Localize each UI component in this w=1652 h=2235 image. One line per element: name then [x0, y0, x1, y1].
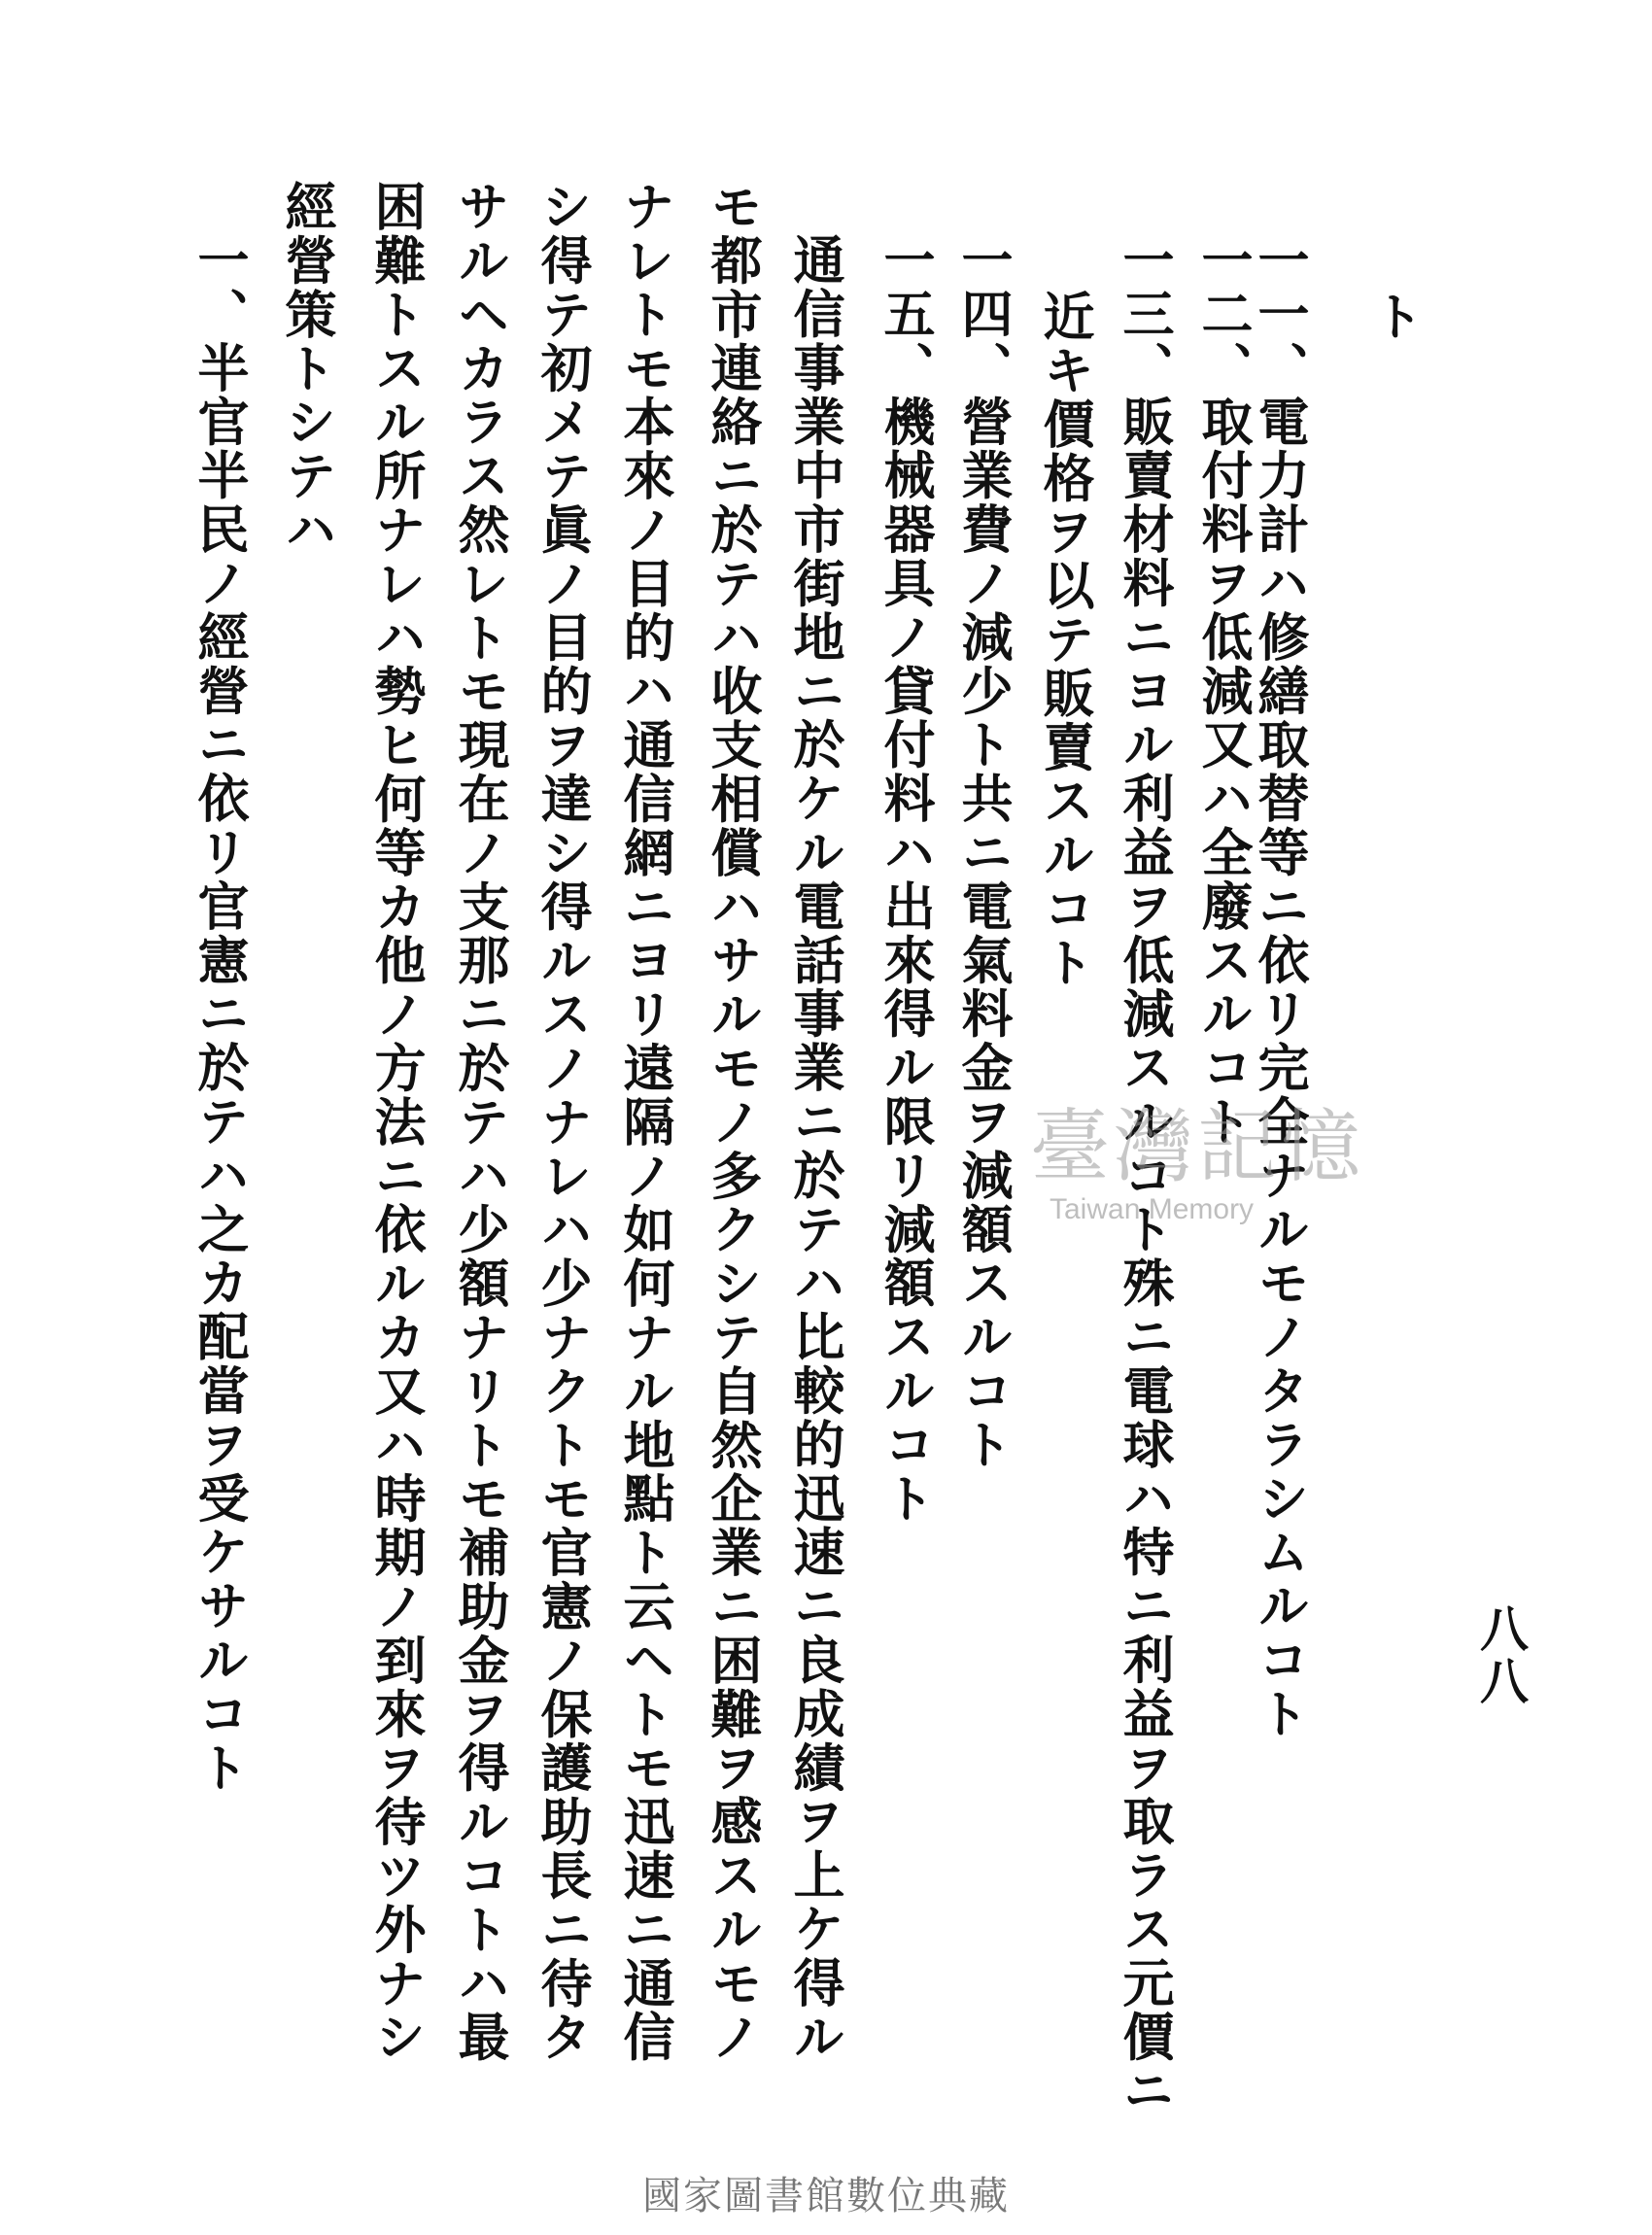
text-column-6: 一四、營業費ノ減少ト共ニ電氣料金ヲ減額スルコト [953, 233, 1014, 1472]
watermark-subtitle: Taiwan Memory [1050, 1193, 1255, 1225]
text-column-10: ナレトモ本來ノ目的ハ通信網ニヨリ遠隔ノ如何ナル地點ト云ヘトモ迅速ニ通信 [615, 180, 675, 2064]
text-column-9: モ都市連絡ニ於テハ收支相償ハサルモノ多クシテ自然企業ニ困難ヲ感スルモノ [703, 180, 763, 2064]
text-column-13: 困難トスル所ナレハ勢ヒ何等カ他ノ方法ニ依ルカ又ハ時期ノ到來ヲ待ツ外ナシ [366, 180, 427, 2064]
text-column-15: 一、半官半民ノ經營ニ依リ官憲ニ於テハ之カ配當ヲ受ケサルコト [189, 233, 250, 1795]
page-number: 八八 [1472, 1603, 1530, 1708]
text-column-11: シ得テ初メテ眞ノ目的ヲ達シ得ルスノナレハ少ナクトモ官憲ノ保護助長ニ待タ [533, 180, 593, 2065]
text-column-3: 一二、取付料ヲ低減又ハ全廢スルコト [1193, 233, 1254, 1149]
text-column-7: 一五、機械器具ノ貸付料ハ出來得ル限リ減額スルコト [876, 233, 936, 1526]
text-column-5: 近キ價格ヲ以テ販賣スルコト [1035, 290, 1095, 990]
text-column-4: 一三、販賣材料ニヨル利益ヲ低減スルコト殊ニ電球ハ特ニ利益ヲ取ラス元價ニ [1115, 233, 1175, 2118]
watermark-title: 臺灣記憶 [1030, 1101, 1365, 1193]
text-column-12: サルヘカラス然レトモ現在ノ支那ニ於テハ少額ナリトモ補助金ヲ得ルコトハ最 [450, 180, 510, 2064]
text-column-1: ト [1364, 290, 1425, 344]
text-column-2: 一一、電力計ハ修繕取替等ニ依リ完全ナルモノタラシムルコト [1250, 233, 1310, 1741]
text-column-14: 經營策トシテハ [277, 180, 337, 557]
text-column-8: 通信事業中市街地ニ於ケル電話事業ニ於テハ比較的迅速ニ良成績ヲ上ケ得ル [785, 233, 845, 2064]
footer-credit: 國家圖書館數位典藏 [642, 2174, 1010, 2218]
